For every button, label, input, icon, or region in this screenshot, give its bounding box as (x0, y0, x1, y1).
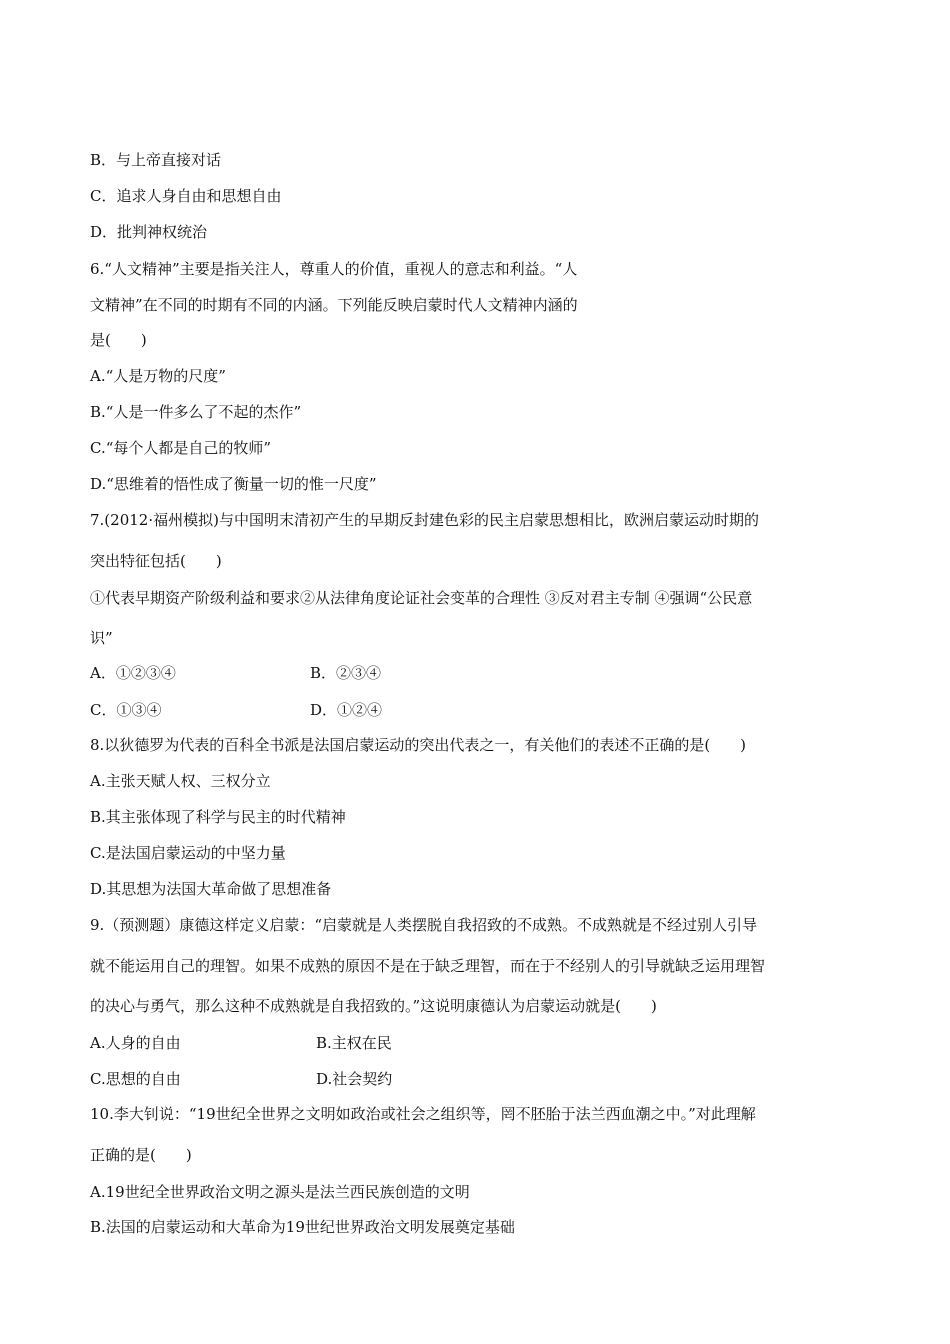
q6-stem-line3: 是( ) (90, 331, 147, 349)
q7-items-line1: ①代表早期资产阶级利益和要求②从法律角度论证社会变革的合理性 ③反对君主专制 ④强调“公民意 (90, 589, 753, 607)
q9-option-a: A.人身的自由 (90, 1034, 181, 1052)
q8-option-c: C.是法国启蒙运动的中坚力量 (90, 844, 286, 862)
q7-items-line2: 识” (90, 629, 113, 647)
q7-option-b: B．②③④ (310, 664, 382, 682)
q8-stem: 8.以狄德罗为代表的百科全书派是法国启蒙运动的突出代表之一，有关他们的表述不正确的是( ) (90, 736, 747, 754)
q10-option-b: B.法国的启蒙运动和大革命为19世纪世界政治文明发展奠定基础 (90, 1218, 515, 1236)
q5-option-d: D．批判神权统治 (90, 223, 208, 241)
q7-stem-line1: 7.(2012·福州模拟)与中国明末清初产生的早期反封建色彩的民主启蒙思想相比，欧洲启蒙运动时期的 (90, 511, 759, 529)
q7-stem-line2: 突出特征包括( ) (90, 552, 222, 570)
q9-option-d: D.社会契约 (316, 1070, 393, 1088)
q7-option-c: C．①③④ (90, 701, 162, 719)
q8-option-b: B.其主张体现了科学与民主的时代精神 (90, 808, 346, 826)
q6-option-c: C.“每个人都是自己的牧师” (90, 439, 272, 457)
q10-option-a: A.19世纪全世界政治文明之源头是法兰西民族创造的文明 (90, 1183, 470, 1201)
q5-option-c: C．追求人身自由和思想自由 (90, 187, 282, 205)
q8-option-d: D.其思想为法国大革命做了思想准备 (90, 880, 332, 898)
q9-stem-line3: 的决心与勇气，那么这种不成熟就是自我招致的。”这说明康德认为启蒙运动就是( ) (90, 997, 657, 1015)
q6-option-d: D.“思维着的悟性成了衡量一切的惟一尺度” (90, 475, 377, 493)
q10-stem-line2: 正确的是( ) (90, 1146, 192, 1164)
q9-option-c: C.思想的自由 (90, 1070, 181, 1088)
q6-stem-line1: 6.“人文精神”主要是指关注人，尊重人的价值，重视人的意志和利益。“人 (90, 260, 578, 278)
q6-stem-line2: 文精神”在不同的时期有不同的内涵。下列能反映启蒙时代人文精神内涵的 (90, 296, 578, 314)
q8-option-a: A.主张天赋人权、三权分立 (90, 772, 271, 790)
q7-option-d: D．①②④ (310, 701, 383, 719)
q6-option-a: A.“人是万物的尺度” (90, 367, 226, 385)
q10-stem-line1: 10.李大钊说：“19世纪全世界之文明如政治或社会之组织等，罔不胚胎于法兰西血潮之中。”对此理解 (90, 1105, 756, 1123)
q9-stem-line1: 9.（预测题）康德这样定义启蒙：“启蒙就是人类摆脱自我招致的不成熟。不成熟就是不经过别人引导 (90, 916, 757, 934)
q9-option-b: B.主权在民 (316, 1034, 392, 1052)
q9-stem-line2: 就不能运用自己的理智。如果不成熟的原因不是在于缺乏理智，而在于不经别人的引导就缺乏运用理智 (90, 957, 766, 975)
q5-option-b: B．与上帝直接对话 (90, 151, 222, 169)
q7-option-a: A．①②③④ (90, 664, 176, 682)
q6-option-b: B.“人是一件多么了不起的杰作” (90, 403, 302, 421)
